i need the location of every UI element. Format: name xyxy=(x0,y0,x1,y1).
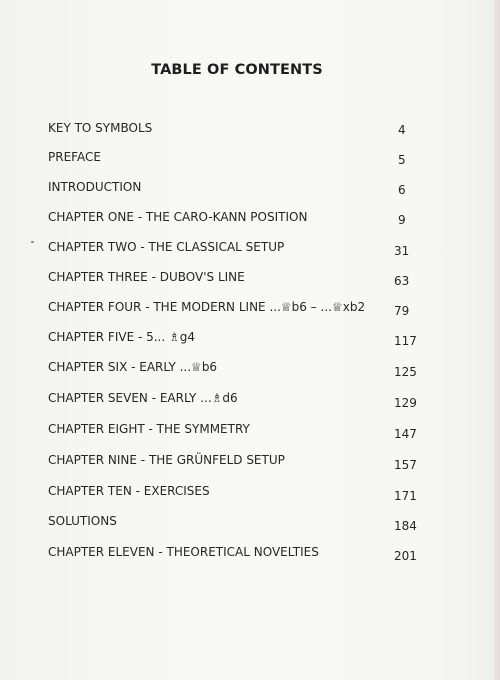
toc-page-number: 201 xyxy=(394,549,417,563)
toc-page-number: 63 xyxy=(394,274,410,288)
toc-entry-chapter-one: CHAPTER ONE - THE CARO-KANN POSITION xyxy=(48,210,308,224)
toc-entry-introduction: INTRODUCTION xyxy=(48,180,142,194)
toc-page-number: 117 xyxy=(394,334,417,348)
toc-entry-chapter-seven: CHAPTER SEVEN - EARLY ...♗d6 xyxy=(48,391,238,405)
toc-page-number: 184 xyxy=(394,519,417,533)
toc-page-number: 157 xyxy=(394,458,417,472)
toc-page-number: 125 xyxy=(394,365,417,379)
toc-entry-chapter-nine: CHAPTER NINE - THE GRÜNFELD SETUP xyxy=(48,453,285,467)
toc-entry-chapter-ten: CHAPTER TEN - EXERCISES xyxy=(48,484,210,498)
toc-page-number: 31 xyxy=(394,244,410,258)
toc-entry-solutions: SOLUTIONS xyxy=(48,514,117,528)
toc-entry-chapter-eight: CHAPTER EIGHT - THE SYMMETRY xyxy=(48,422,250,436)
toc-page-number: 5 xyxy=(398,153,406,167)
toc-page-number: 171 xyxy=(394,489,417,503)
toc-entry-preface: PREFACE xyxy=(48,150,101,164)
toc-page-number: 4 xyxy=(398,123,406,137)
page-title: TABLE OF CONTENTS xyxy=(151,62,323,78)
toc-entry-key-to-symbols: KEY TO SYMBOLS xyxy=(48,121,153,135)
toc-entry-chapter-eleven: CHAPTER ELEVEN - THEORETICAL NOVELTIES xyxy=(48,545,319,559)
toc-entry-chapter-four: CHAPTER FOUR - THE MODERN LINE ...♕b6 – ...♕xb2 xyxy=(48,300,366,314)
toc-entry-chapter-three: CHAPTER THREE - DUBOV'S LINE xyxy=(48,270,245,284)
toc-entry-chapter-six: CHAPTER SIX - EARLY ...♕b6 xyxy=(48,360,218,374)
toc-page-number: 6 xyxy=(398,183,406,197)
toc-page-number: 129 xyxy=(394,396,417,410)
toc-entry-chapter-five: CHAPTER FIVE - 5... ♗g4 xyxy=(48,330,196,344)
page-edge xyxy=(494,0,500,680)
toc-entry-chapter-two: CHAPTER TWO - THE CLASSICAL SETUP xyxy=(48,240,285,254)
toc-page-number: 79 xyxy=(394,304,410,318)
toc-page-number: 147 xyxy=(394,427,417,441)
toc-page-number: 9 xyxy=(398,213,406,227)
paper-speck xyxy=(31,241,34,243)
